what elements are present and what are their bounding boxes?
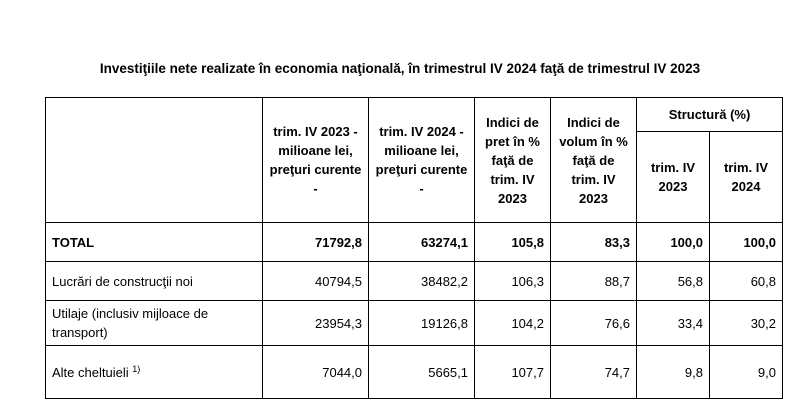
cell-value-2024: 63274,1 xyxy=(369,223,475,262)
table-row-total xyxy=(46,223,783,262)
footnote-marker: 1) xyxy=(132,363,141,374)
investments-table xyxy=(45,97,783,399)
table-row xyxy=(46,346,783,399)
cell-price-index: 104,2 xyxy=(475,301,551,346)
header-price-index: Indici de pret în % faţă de trim. IV 2023 xyxy=(475,98,551,223)
cell-price-index: 107,7 xyxy=(475,346,551,399)
cell-structure-2024: 9,0 xyxy=(710,346,783,399)
cell-structure-2024: 30,2 xyxy=(710,301,783,346)
table-row xyxy=(46,262,783,301)
header-structure-2024: trim. IV 2024 xyxy=(710,132,783,223)
page-title: Investiţiile nete realizate în economia naţională, în trimestrul IV 2024 faţă de trimestrul IV 2023 xyxy=(99,61,701,76)
cell-value-2024: 38482,2 xyxy=(369,262,475,301)
cell-structure-2024: 60,8 xyxy=(710,262,783,301)
cell-value-2024: 19126,8 xyxy=(369,301,475,346)
header-volume-index: Indici de volum în % faţă de trim. IV 2023 xyxy=(551,98,637,223)
table-row xyxy=(46,301,783,346)
row-label: Utilaje (inclusiv mijloace de transport) xyxy=(46,301,263,346)
header-structure: Structură (%) xyxy=(637,98,783,132)
header-empty-cell xyxy=(46,98,263,223)
cell-price-index: 105,8 xyxy=(475,223,551,262)
cell-volume-index: 83,3 xyxy=(551,223,637,262)
cell-structure-2024: 100,0 xyxy=(710,223,783,262)
cell-price-index: 106,3 xyxy=(475,262,551,301)
cell-structure-2023: 56,8 xyxy=(637,262,710,301)
cell-value-2023: 7044,0 xyxy=(263,346,369,399)
cell-value-2023: 23954,3 xyxy=(263,301,369,346)
table-header-row xyxy=(46,98,783,132)
header-trim-iv-2024: trim. IV 2024 - milioane lei, preţuri curente - xyxy=(369,98,475,223)
cell-structure-2023: 33,4 xyxy=(637,301,710,346)
cell-value-2023: 71792,8 xyxy=(263,223,369,262)
cell-value-2023: 40794,5 xyxy=(263,262,369,301)
header-trim-iv-2023: trim. IV 2023 - milioane lei, preţuri curente - xyxy=(263,98,369,223)
cell-structure-2023: 9,8 xyxy=(637,346,710,399)
cell-volume-index: 76,6 xyxy=(551,301,637,346)
cell-value-2024: 5665,1 xyxy=(369,346,475,399)
row-label-cell xyxy=(46,346,263,399)
header-structure-2023: trim. IV 2023 xyxy=(637,132,710,223)
row-label: Alte cheltuieli xyxy=(52,364,129,380)
cell-volume-index: 74,7 xyxy=(551,346,637,399)
cell-volume-index: 88,7 xyxy=(551,262,637,301)
cell-structure-2023: 100,0 xyxy=(637,223,710,262)
row-label: TOTAL xyxy=(46,223,263,262)
row-label: Lucrări de construcţii noi xyxy=(46,262,263,301)
